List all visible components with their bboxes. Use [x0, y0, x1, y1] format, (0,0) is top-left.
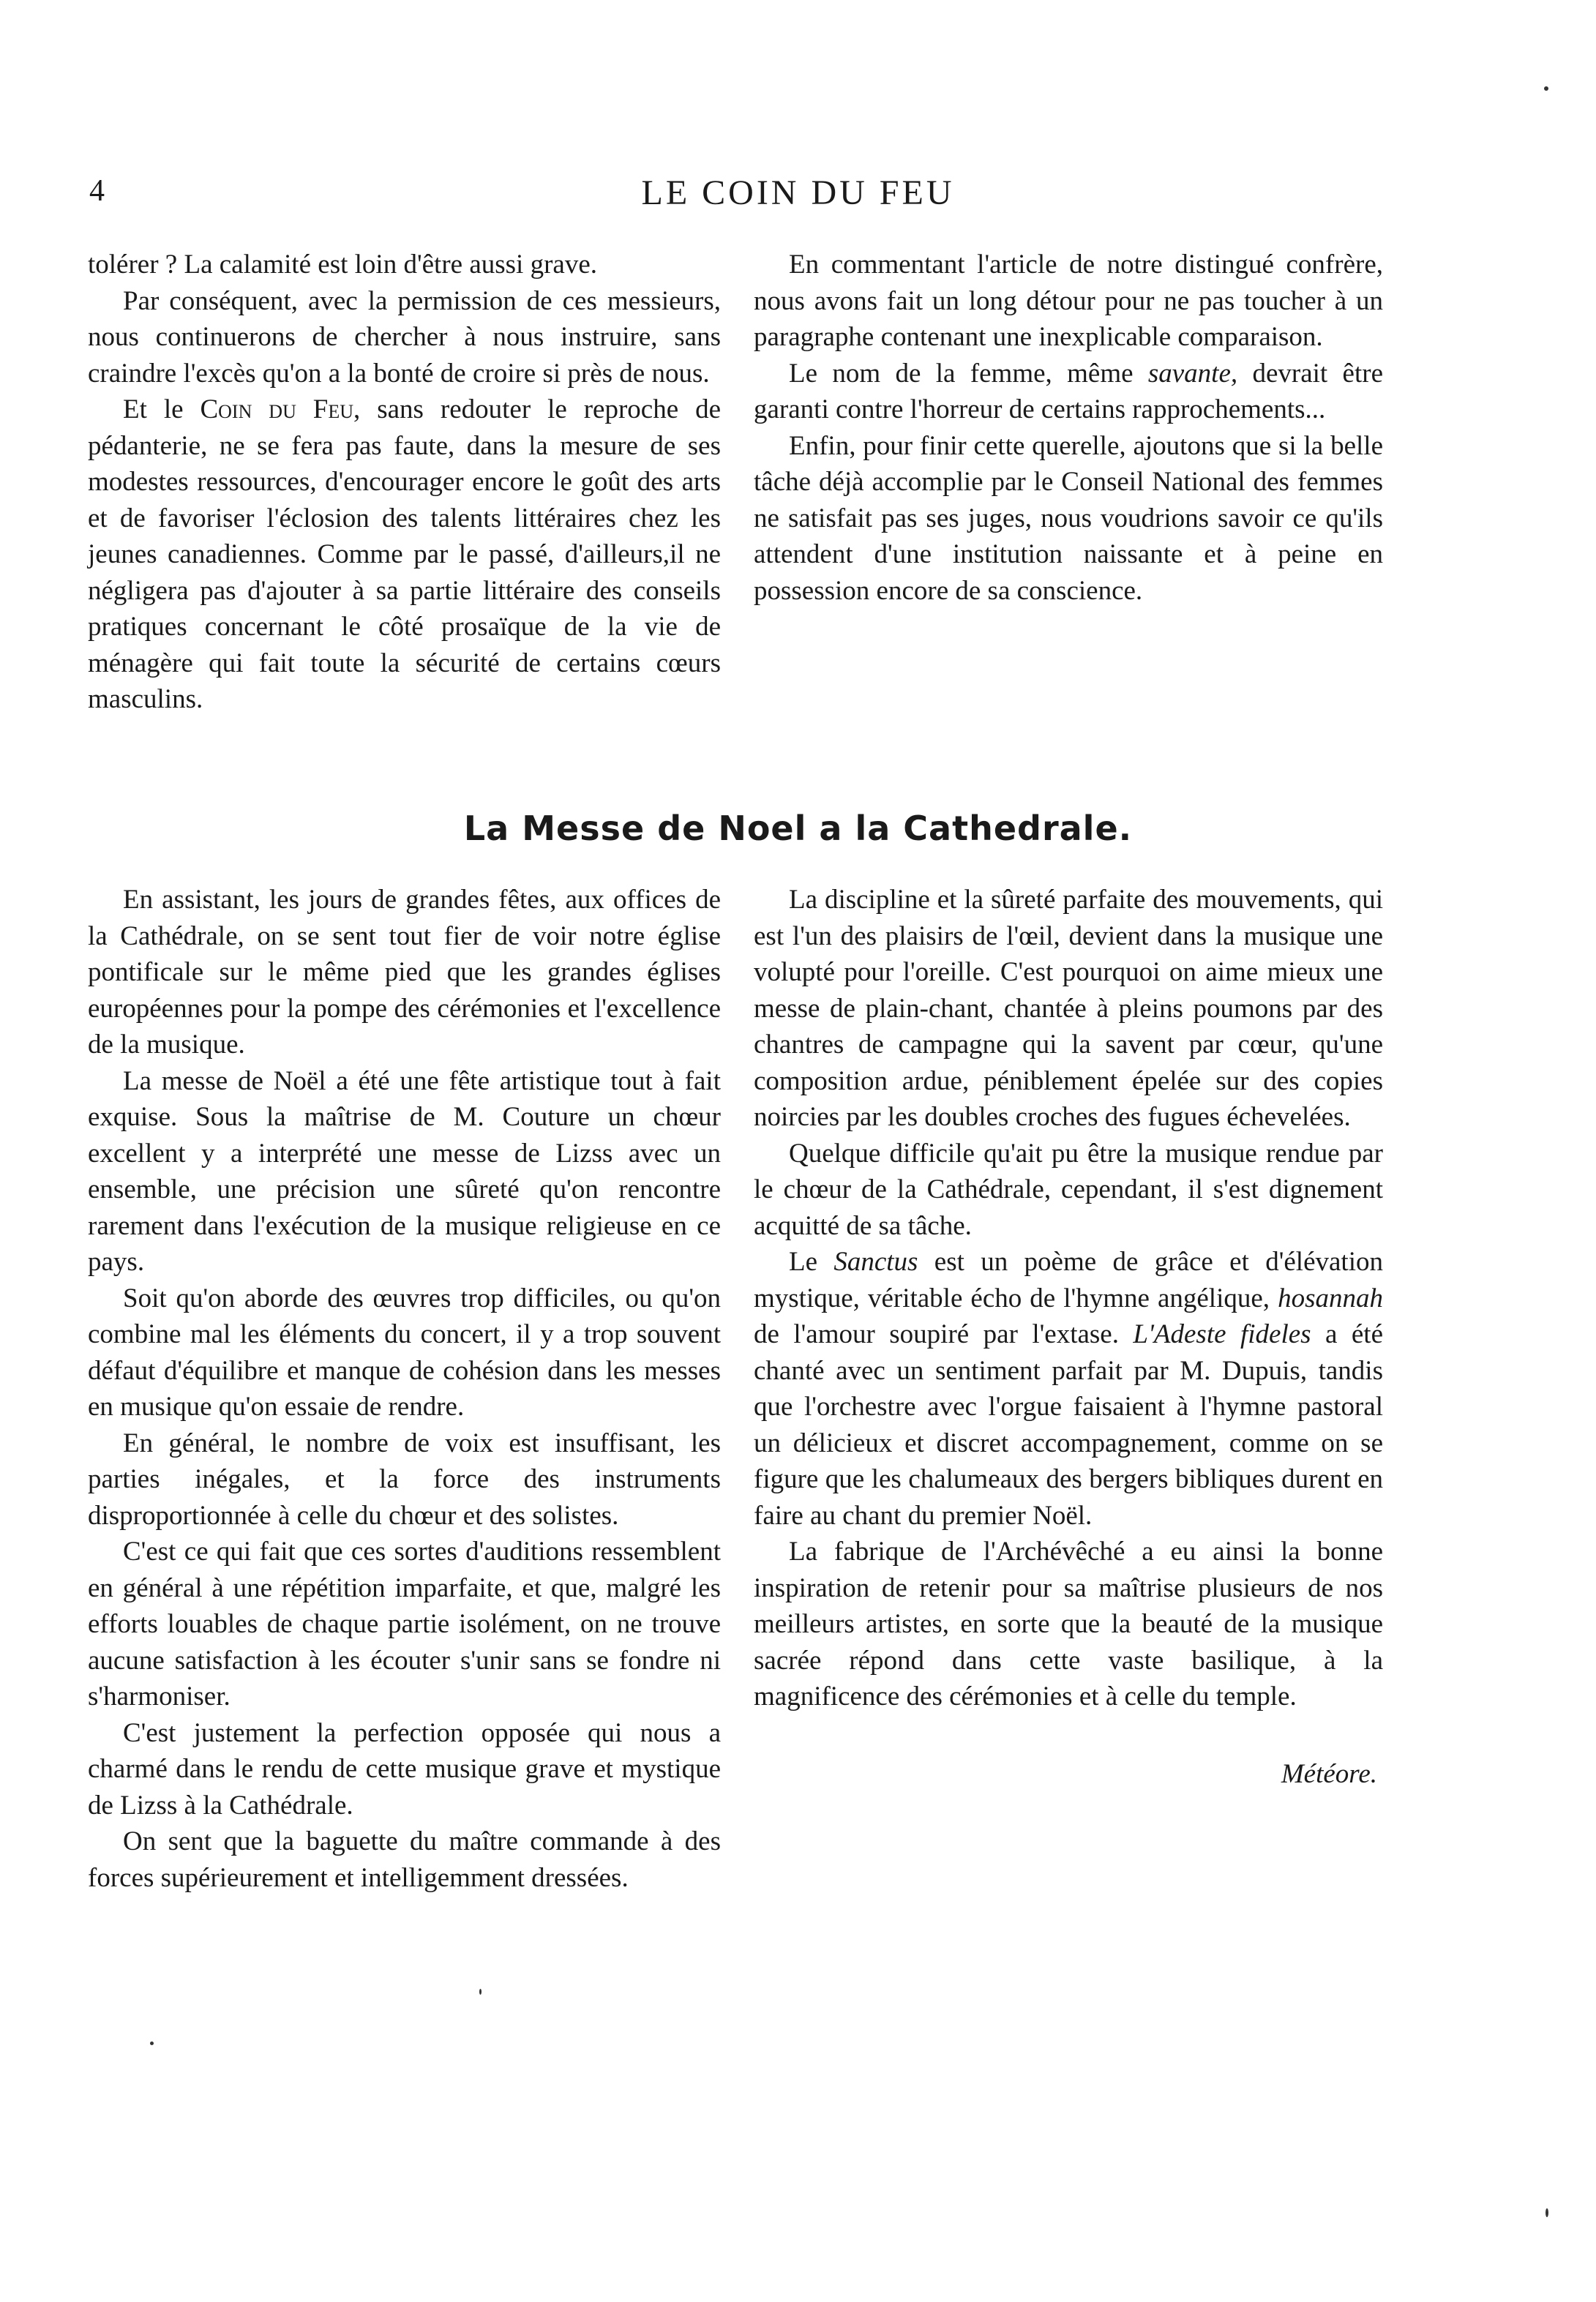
paragraph: En commentant l'article de notre distingué confrère, nous avons fait un long détour pour ne pas toucher à un paragraphe contenant une inexplicable comparaison. — [754, 250, 1383, 352]
paragraph: La discipline et la sûreté parfaite des mouvements, qui est l'un des plaisirs de l'œil, devient dans la musique une volupté pour l'oreille. C'est pourquoi on aime mieux une messe de plain-chant, chantée à pleins poumons par des chantres de campagne qui la savent par cœur, qu'une composition ardue, péniblement épelée sur des copies noircies par les doubles croches des fugues échevelées. — [754, 885, 1383, 1132]
emphasis: hosannah — [1278, 1283, 1383, 1313]
print-speck — [150, 2042, 154, 2045]
paragraph: Soit qu'on aborde des œuvres trop difficiles, ou qu'on combine mal les éléments du concert, il y a trop souvent défaut d'équilibre et manque de cohésion dans les messes en musique qu'on essaie de rendre. — [88, 1283, 721, 1422]
paragraph: Enfin, pour finir cette querelle, ajoutons que si la belle tâche déjà accomplie par le Conseil National des femmes ne satisfait pas ses juges, nous voudrions savoir ce qu'ils attendent d'une institution naissante et à peine en possession encore de sa conscience. — [754, 430, 1383, 606]
paragraph: La fabrique de l'Archévêché a eu ainsi la bonne inspiration de retenir pour sa maîtrise plusieurs de nos meilleurs artistes, en sorte que la beauté de la musique sacrée répond dans cette vaste basilique, à la magnificence des cérémonies et à celle du temple. — [754, 1537, 1383, 1711]
paragraph — [754, 1244, 1383, 1534]
paragraph-text: Le — [789, 1247, 834, 1277]
emphasis: L'Adeste fideles — [1133, 1319, 1311, 1349]
running-head: LE COIN DU FEU — [641, 173, 955, 212]
paragraph: tolérer ? La calamité est loin d'être aussi grave. — [88, 250, 597, 280]
emphasis: savante, — [1147, 358, 1238, 389]
print-speck — [1544, 86, 1548, 91]
paragraph: En assistant, les jours de grandes fêtes, aux offices de la Cathédrale, on se sent tout fier de voir notre église pontificale sur le même pied que les grandes églises européennes pour la pompe des cérémonies et l'excellence de la musique. — [88, 885, 721, 1060]
emphasis: Sanctus — [833, 1247, 918, 1277]
top-left-column — [88, 247, 721, 718]
top-right-column — [754, 247, 1383, 609]
paragraph-text: Le nom de la femme, même — [789, 358, 1148, 389]
article-right-column — [754, 882, 1383, 1792]
paragraph — [754, 356, 1383, 428]
paragraph: On sent que la baguette du maître commande à des forces supérieurement et intelligemment dressées. — [88, 1826, 721, 1893]
signature: Météore. — [1281, 1758, 1377, 1789]
paragraph-text: , sans redouter le reproche de pédanterie, ne se fera pas faute, dans la mesure de ses modestes ressources, d'encourager encore le goût des arts et de favoriser l'éclosion des talents littéraires chez les jeunes canadiennes. Comme par le passé, d'ailleurs,il ne négligera pas d'ajouter à sa partie littéraire des conseils pratiques concernant le côté prosaïque de la vie de ménagère qui fait toute la sécurité de certains cœurs masculins. — [88, 394, 721, 714]
print-speck — [479, 1989, 482, 1995]
paragraph: La messe de Noël a été une fête artistique tout à fait exquise. Sous la maîtrise de M. Couture un chœur excellent y a interprété une messe de Lizss avec un ensemble, une précision une sûreté qu'on rencontre rarement dans l'exécution de la musique religieuse en ce pays. — [88, 1065, 721, 1277]
paragraph: En général, le nombre de voix est insuffisant, les parties inégales, et la force des instruments disproportionnée à celle du chœur et des solistes. — [88, 1428, 721, 1531]
article-left-column — [88, 882, 721, 1896]
paragraph: Par conséquent, avec la permission de ces messieurs, nous continuerons de chercher à nous instruire, sans craindre l'excès qu'on a la bonté de croire si près de nous. — [88, 285, 721, 389]
paragraph-text: a été chanté avec un sentiment parfait par M. Dupuis, tandis que l'orchestre avec l'orgue faisaient à l'hymne pastoral un délicieux et discret accompagnement, comme on se figure que les chalumeaux des bergers bibliques durent en faire au chant du premier Noël. — [754, 1319, 1384, 1531]
paragraph-text: de l'amour soupiré par l'extase. — [754, 1319, 1134, 1349]
magazine-name: Coin du Feu — [200, 394, 354, 424]
paragraph: C'est justement la perfection opposée qui nous a charmé dans le rendu de cette musique grave et mystique de Lizss à la Cathédrale. — [88, 1717, 721, 1821]
paragraph: Quelque difficile qu'ait pu être la musique rendue par le chœur de la Cathédrale, cependant, il s'est dignement acquitté de sa tâche. — [754, 1138, 1383, 1241]
paragraph — [88, 391, 721, 718]
paragraph-text: est un poème de grâce et d'élévation mystique, véritable écho de l'hymne angélique, — [754, 1247, 1383, 1313]
paragraph-text: Et le — [123, 394, 201, 424]
page-number: 4 — [89, 174, 105, 208]
article-title: La Messe de Noel a la Cathedrale. — [463, 809, 1133, 848]
paragraph: C'est ce qui fait que ces sortes d'auditions ressemblent en général à une répétition imparfaite, et que, malgré les efforts louables de chaque partie isolément, on ne trouve aucune satisfaction à les écouter s'unir sans se fondre ni s'harmoniser. — [88, 1537, 721, 1711]
print-speck — [1546, 2208, 1548, 2217]
paragraph-text: devrait être garanti contre l'horreur de certains rapprochements... — [754, 358, 1383, 424]
